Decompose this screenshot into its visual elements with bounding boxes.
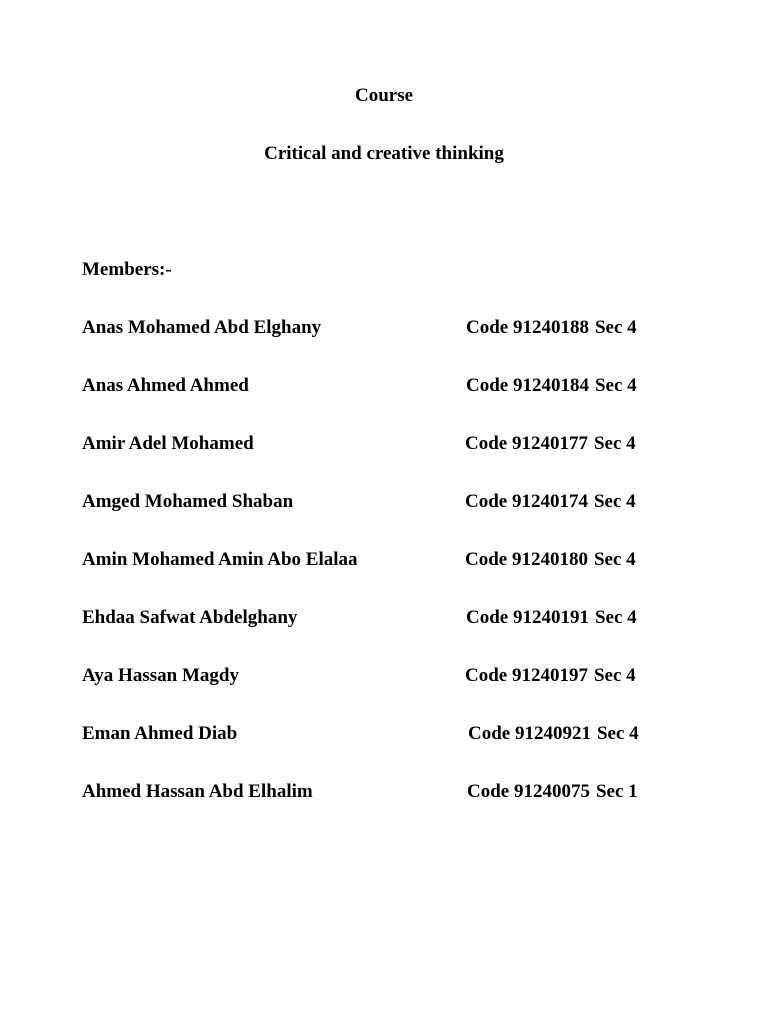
member-code: Code 91240921 <box>468 723 591 744</box>
member-sec: Sec 4 <box>594 375 637 396</box>
member-row <box>0 433 768 457</box>
member-name: Ahmed Hassan Abd Elhalim <box>82 781 313 802</box>
member-sec: Sec 4 <box>593 665 636 686</box>
member-sec: Sec 4 <box>593 433 636 454</box>
member-row <box>0 665 768 689</box>
member-name: Amged Mohamed Shaban <box>82 491 294 512</box>
member-code-sec <box>466 375 637 397</box>
member-code: Code 91240177 <box>465 433 588 454</box>
member-sec: Sec 4 <box>596 723 639 744</box>
member-code-sec <box>465 491 636 513</box>
member-name: Amin Mohamed Amin Abo Elalaa <box>82 549 358 570</box>
member-row <box>0 607 768 631</box>
member-row <box>0 549 768 573</box>
member-code-sec <box>468 723 639 745</box>
member-sec: Sec 4 <box>593 491 636 512</box>
member-row <box>0 781 768 805</box>
member-code-sec <box>465 549 636 571</box>
member-row <box>0 723 768 747</box>
member-sec: Sec 1 <box>595 781 638 802</box>
member-name: Aya Hassan Magdy <box>82 665 239 686</box>
member-code: Code 91240174 <box>465 491 588 512</box>
member-row <box>0 491 768 515</box>
member-code-sec <box>466 607 637 629</box>
member-name: Ehdaa Safwat Abdelghany <box>82 607 298 628</box>
member-row <box>0 317 768 341</box>
course-title: Critical and creative thinking <box>264 143 504 164</box>
member-name: Eman Ahmed Diab <box>82 723 238 744</box>
member-name: Anas Mohamed Abd Elghany <box>82 317 322 338</box>
member-row <box>0 375 768 399</box>
member-code: Code 91240075 <box>467 781 590 802</box>
member-code: Code 91240184 <box>466 375 589 396</box>
member-sec: Sec 4 <box>593 549 636 570</box>
member-code: Code 91240188 <box>466 317 589 338</box>
member-name: Anas Ahmed Ahmed <box>82 375 249 396</box>
member-code-sec <box>467 781 638 803</box>
course-label: Course <box>354 85 414 106</box>
member-code: Code 91240191 <box>466 607 589 628</box>
member-code-sec <box>466 317 637 339</box>
member-code-sec <box>465 665 636 687</box>
member-name: Amir Adel Mohamed <box>82 433 254 454</box>
member-code: Code 91240197 <box>465 665 588 686</box>
members-heading: Members:- <box>82 259 172 280</box>
member-code: Code 91240180 <box>465 549 588 570</box>
member-code-sec <box>465 433 636 455</box>
member-sec: Sec 4 <box>594 607 637 628</box>
member-sec: Sec 4 <box>594 317 637 338</box>
